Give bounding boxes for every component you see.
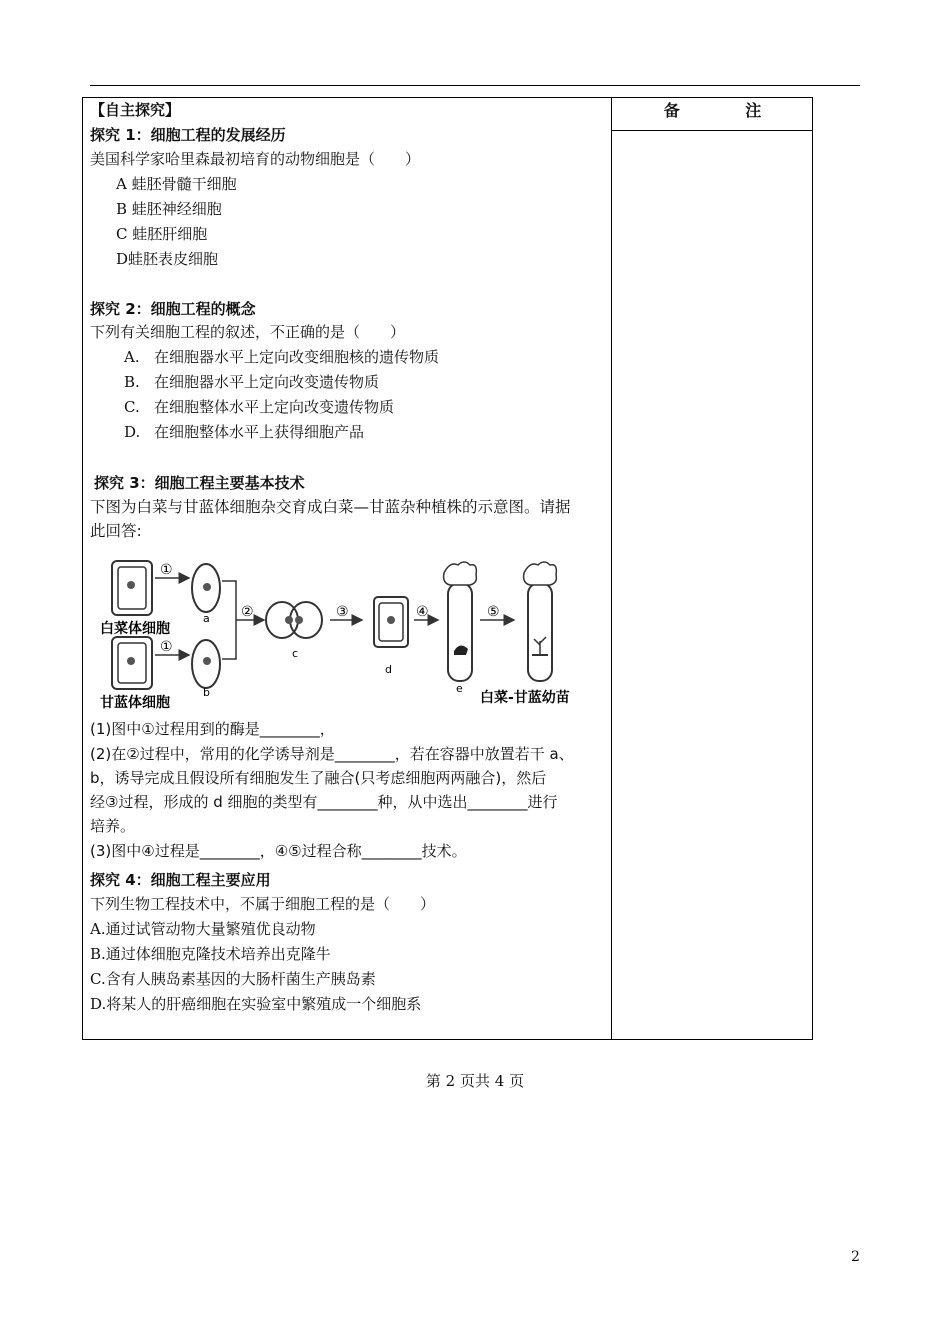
q3-sub-2-line-4: 培养。 bbox=[90, 817, 136, 835]
option-label: C. bbox=[124, 398, 140, 416]
test-tube-callus-icon bbox=[444, 562, 477, 681]
letter-c: c bbox=[292, 647, 299, 660]
step-5-label: ⑤ bbox=[487, 604, 500, 620]
cabbage-cell-label: 白菜体细胞 bbox=[100, 621, 170, 637]
q4-option-a: A.通过试管动物大量繁殖优良动物 bbox=[90, 920, 316, 938]
q3-sub-2-line-2: b，诱导完成且假设所有细胞发生了融合(只考虑细胞两两融合)，然后 bbox=[90, 769, 547, 787]
q1-option-b: B 蛙胚神经细胞 bbox=[116, 200, 222, 218]
q3-sub-2-line-1: (2)在②过程中，常用的化学诱导剂是________，若在容器中放置若干 a、 bbox=[90, 745, 574, 763]
q2-title: 探究 2：细胞工程的概念 bbox=[90, 300, 256, 318]
q3-sub-3: (3)图中④过程是________，④⑤过程合称________技术。 bbox=[90, 842, 467, 860]
test-tube-seedling-icon bbox=[524, 562, 557, 681]
protoplast-b-icon bbox=[192, 640, 220, 688]
letter-b: b bbox=[203, 686, 210, 699]
step-1-label-top: ① bbox=[160, 562, 173, 578]
q3-stem-line-1: 下图为白菜与甘蓝体细胞杂交育成白菜—甘蓝杂种植株的示意图。请据 bbox=[90, 498, 571, 516]
hybrid-cell-d-icon bbox=[374, 597, 408, 647]
q2-option-c bbox=[124, 397, 394, 417]
q3-stem-line-2: 此回答: bbox=[90, 522, 142, 540]
kale-cell-icon bbox=[112, 637, 152, 689]
q4-option-d: D.将某人的肝癌细胞在实验室中繁殖成一个细胞系 bbox=[90, 995, 422, 1013]
option-text: 在细胞器水平上定向改变遗传物质 bbox=[154, 373, 380, 391]
letter-a: a bbox=[203, 612, 210, 625]
fused-cell-c-icon bbox=[266, 602, 322, 638]
q4-option-b: B.通过体细胞克隆技术培养出克隆牛 bbox=[90, 945, 331, 963]
section-header: 【自主探究】 bbox=[90, 101, 181, 119]
step-1-label-bottom: ① bbox=[160, 639, 173, 655]
option-text: 在细胞器水平上定向改变细胞核的遗传物质 bbox=[154, 348, 440, 366]
option-label: D. bbox=[124, 423, 141, 441]
option-label: A. bbox=[124, 348, 140, 366]
option-label: B. bbox=[124, 373, 140, 391]
kale-cell-label: 甘蓝体细胞 bbox=[100, 695, 170, 709]
q3-sub-2-line-3: 经③过程，形成的 d 细胞的类型有________种，从中选出________进行 bbox=[90, 793, 558, 811]
q4-option-c: C.含有人胰岛素基因的大肠杆菌生产胰岛素 bbox=[90, 970, 376, 988]
q3-sub-1: (1)图中①过程用到的酶是________， bbox=[90, 720, 335, 738]
column-divider bbox=[611, 97, 612, 1040]
page-number: 2 bbox=[851, 1249, 860, 1265]
cell-fusion-diagram bbox=[94, 557, 594, 709]
q2-option-d bbox=[124, 422, 364, 442]
letter-d: d bbox=[385, 663, 392, 676]
seedling-label: 白菜-甘蓝幼苗 bbox=[480, 690, 570, 706]
q2-stem: 下列有关细胞工程的叙述，不正确的是（ ） bbox=[90, 323, 406, 341]
q2-option-b bbox=[124, 372, 379, 392]
top-rule bbox=[90, 85, 860, 86]
merge-bracket bbox=[222, 581, 236, 659]
notes-column-header: 备 注 bbox=[612, 97, 813, 131]
q1-title: 探究 1：细胞工程的发展经历 bbox=[90, 126, 286, 144]
option-text: 在细胞整体水平上定向改变遗传物质 bbox=[154, 398, 395, 416]
step-3-label: ③ bbox=[336, 604, 349, 620]
option-text: 在细胞整体水平上获得细胞产品 bbox=[154, 423, 365, 441]
q4-title: 探究 4：细胞工程主要应用 bbox=[90, 871, 271, 889]
q1-stem: 美国科学家哈里森最初培育的动物细胞是（ ） bbox=[90, 150, 421, 168]
step-4-label: ④ bbox=[416, 604, 429, 620]
q1-option-a: A 蛙胚骨髓干细胞 bbox=[116, 175, 237, 193]
letter-e: e bbox=[456, 682, 463, 695]
step-2-label: ② bbox=[241, 604, 254, 620]
q3-title: 探究 3：细胞工程主要基本技术 bbox=[94, 474, 305, 492]
q4-stem: 下列生物工程技术中，不属于细胞工程的是（ ） bbox=[90, 895, 436, 913]
cabbage-cell-icon bbox=[112, 561, 152, 615]
protoplast-a-icon bbox=[192, 564, 220, 612]
q2-option-a bbox=[124, 347, 439, 367]
q1-option-d: D蛙胚表皮细胞 bbox=[116, 250, 219, 268]
page-footer: 第 2 页共 4 页 bbox=[425, 1072, 525, 1090]
q1-option-c: C 蛙胚肝细胞 bbox=[116, 225, 208, 243]
